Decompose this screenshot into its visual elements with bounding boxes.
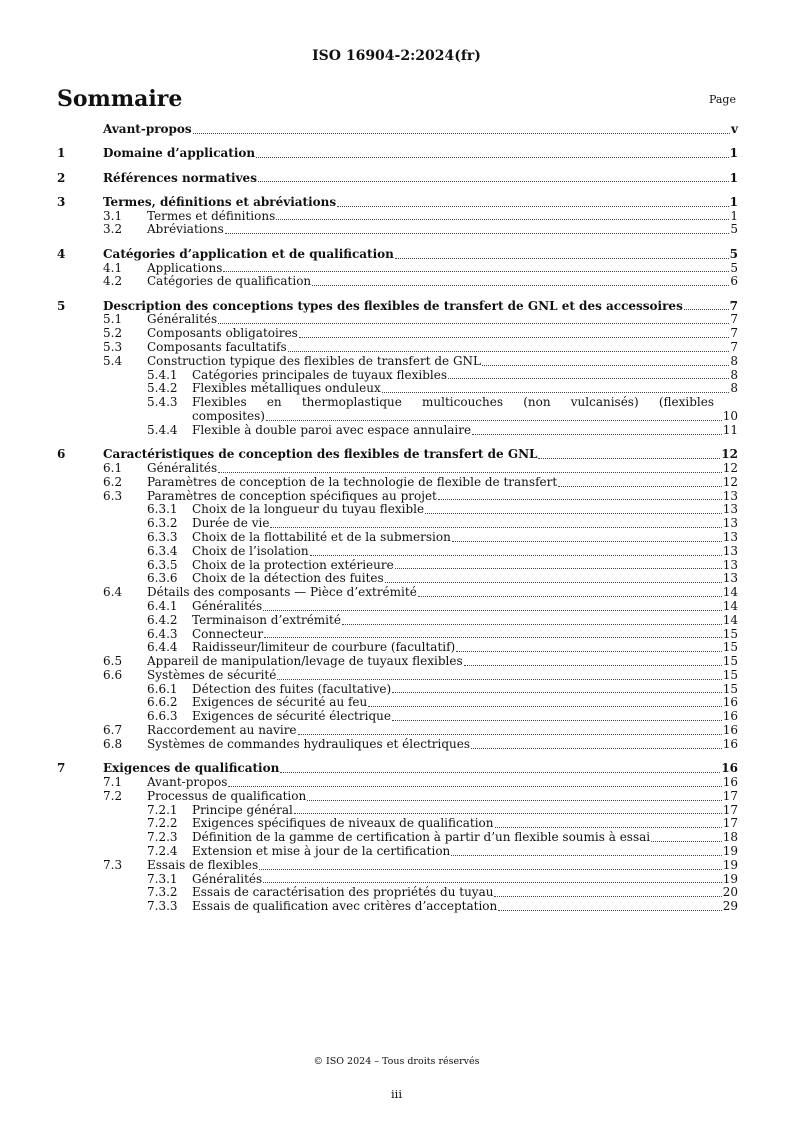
toc-entry-title: Généralités [147,312,218,327]
toc-entry-title: Généralités [192,871,263,886]
toc-entry[interactable] [57,382,738,396]
toc-entry-page: 5 [729,246,738,261]
toc-entry-number: 5.2 [103,326,123,341]
toc-entry-number: 7.2.1 [147,802,178,817]
toc-entry[interactable] [57,223,738,237]
toc-entry-number: 3.1 [103,208,123,223]
document-id-header: ISO 16904-2:2024(fr) [312,48,481,64]
toc-entry-page: 13 [722,516,738,531]
leader-dots [494,896,721,897]
toc-entry[interactable] [57,683,738,697]
toc-entry-page: 17 [722,802,738,817]
page-title: Sommaire [57,86,183,112]
toc-entry-number: 6.3.5 [147,557,178,572]
leader-dots [651,841,722,842]
toc-entry-page: 20 [722,885,738,900]
leader-dots [418,596,722,597]
toc-entry-title: Essais de caractérisation des propriétés du tuyau [192,885,494,900]
toc-entry[interactable] [57,845,738,859]
toc-entry-title: Références normatives [103,170,257,185]
toc-entry[interactable] [57,196,738,210]
leader-dots [264,637,722,638]
leader-dots [392,692,722,693]
toc-entry-number: 3.2 [103,222,123,237]
leader-dots [228,786,721,787]
toc-entry-title: Systèmes de sécurité [147,667,277,682]
toc-entry[interactable] [57,790,738,804]
toc-entry-number: 5.4.2 [147,381,178,396]
toc-entry-number: 4.1 [103,260,123,275]
toc-entry-title: Catégories principales de tuyaux flexibles [192,367,447,382]
toc-entry-title: Applications [147,260,223,275]
toc-entry-page: 17 [722,816,738,831]
toc-entry-title: Choix de la longueur du tuyau flexible [192,502,425,517]
toc-entry[interactable] [57,586,738,600]
toc-entry-number: 6.6.2 [147,695,178,710]
toc-entry-number: 6.4.1 [147,598,178,613]
toc-entry-number: 6.3.1 [147,502,178,517]
leader-dots [456,651,721,652]
toc-entry[interactable] [57,327,738,341]
toc-entry[interactable] [57,300,738,314]
toc-entry-number: 5.4.4 [147,422,178,437]
toc-entry-page: 13 [722,488,738,503]
toc-entry-number: 5.4.3 [147,395,178,410]
toc-entry-page: 16 [722,723,738,738]
toc-entry-title: Composants facultatifs [147,340,287,355]
toc-entry-title: Flexibles en thermoplastique multicouches (non vulcanisés) (flexibles [192,395,714,410]
leader-dots [495,827,722,828]
toc-entry-title: Durée de vie [192,516,270,531]
toc-entry[interactable] [57,628,738,642]
toc-entry[interactable] [57,248,738,262]
leader-dots [298,734,722,735]
toc-entry[interactable] [57,641,738,655]
toc-entry-page: 15 [722,626,738,641]
toc-entry-title: Connecteur [192,626,264,641]
toc-entry-number: 6.4 [103,585,123,600]
toc-entry-page: 17 [722,788,738,803]
toc-entry[interactable] [57,696,738,710]
toc-entry-page: 16 [722,695,738,710]
toc-entry-page: 5 [730,260,738,275]
toc-entry[interactable] [57,614,738,628]
leader-dots [193,133,730,134]
leader-dots [310,555,722,556]
toc-entry[interactable] [57,172,738,186]
toc-entry[interactable] [57,396,738,424]
toc-entry-title: Description des conceptions types des flexibles de transfert de GNL et des accessoires [103,298,683,313]
toc-entry[interactable] [57,123,738,137]
toc-entry-page: 14 [722,598,738,613]
table-of-contents [57,123,738,914]
toc-entry-number: 6 [57,447,66,462]
leader-dots [538,458,720,459]
toc-entry-number: 6.5 [103,654,123,669]
toc-entry-title: Détails des composants — Pièce d’extrémité [147,585,417,600]
toc-entry-title: Paramètres de conception spécifiques au projet [147,488,437,503]
leader-dots [270,527,721,528]
leader-dots [263,882,722,883]
toc-entry[interactable] [57,262,738,276]
toc-entry-title: Caractéristiques de conception des flexibles de transfert de GNL [103,447,538,462]
toc-entry-number: 4 [57,246,66,261]
toc-entry-page: 14 [722,612,738,627]
leader-dots [392,720,722,721]
toc-entry-page: 1 [729,146,738,161]
toc-entry[interactable] [57,762,738,776]
toc-entry-title: Processus de qualification [147,788,307,803]
toc-entry-number: 6.6.1 [147,681,178,696]
toc-entry-number: 6.6 [103,667,123,682]
toc-entry[interactable] [57,859,738,873]
toc-entry-title: Principe général [192,802,293,817]
toc-entry-number: 1 [57,146,66,161]
toc-entry-page: 8 [730,367,738,382]
leader-dots [266,420,722,421]
toc-entry-number: 6.4.4 [147,640,178,655]
leader-dots [385,582,722,583]
toc-entry-number: 5.1 [103,312,123,327]
toc-entry-number: 6.4.2 [147,612,178,627]
toc-entry[interactable] [57,738,738,752]
toc-entry-title: Flexibles métalliques onduleux [192,381,381,396]
toc-entry[interactable] [57,572,738,586]
leader-dots [259,869,722,870]
toc-entry-page: 13 [722,502,738,517]
toc-entry-page: v [731,122,738,136]
toc-entry-page: 16 [721,761,738,776]
toc-entry-title: Choix de la flottabilité et de la submersion [192,529,451,544]
toc-entry-title: Paramètres de conception de la technologie de flexible de transfert [147,474,558,489]
toc-entry-title: Choix de l’isolation [192,543,309,558]
toc-entry-number: 6.7 [103,723,123,738]
toc-entry-page: 16 [722,709,738,724]
toc-entry-title: Catégories d’application et de qualification [103,246,394,261]
toc-entry-number: 6.3.4 [147,543,178,558]
toc-entry[interactable] [57,886,738,900]
toc-entry[interactable] [57,275,738,289]
toc-entry-title: Exigences de qualification [103,761,280,776]
toc-entry[interactable] [57,710,738,724]
leader-dots [288,351,730,352]
toc-entry-page: 1 [729,194,738,209]
toc-entry-number: 7.2.2 [147,816,178,831]
toc-entry-title: Exigences spécifiques de niveaux de qualification [192,816,494,831]
toc-entry-title: Essais de flexibles [147,857,259,872]
toc-entry-page: 11 [722,422,738,437]
toc-entry-number: 5.3 [103,340,123,355]
toc-entry-number: 7.1 [103,774,123,789]
toc-entry-number: 7.2.4 [147,843,178,858]
toc-entry[interactable] [57,355,738,369]
leader-dots [558,486,722,487]
toc-entry[interactable] [57,817,738,831]
toc-entry-page: 29 [722,899,738,914]
leader-dots [256,157,729,158]
toc-entry-number: 7.3.3 [147,899,178,914]
toc-entry[interactable] [57,804,738,818]
leader-dots [299,337,730,338]
toc-entry-page: 12 [722,474,738,489]
toc-entry-page: 13 [722,543,738,558]
toc-entry-page: 1 [729,170,738,185]
leader-dots [438,499,722,500]
toc-entry-number: 7.2.3 [147,830,178,845]
toc-entry-page: 7 [730,312,738,327]
toc-entry-page: 8 [730,381,738,396]
toc-entry[interactable] [57,490,738,504]
leader-dots [382,392,730,393]
toc-entry[interactable] [57,476,738,490]
toc-entry-title: Abréviations [147,222,224,237]
toc-entry-page: 10 [722,409,738,424]
toc-entry[interactable] [57,655,738,669]
page-number: iii [390,1087,403,1101]
toc-entry-number: 7.3 [103,857,123,872]
toc-entry-number: 6.2 [103,474,123,489]
leader-dots [307,800,722,801]
toc-entry[interactable] [57,873,738,887]
leader-dots [342,624,722,625]
toc-entry-title: Généralités [147,460,218,475]
toc-entry[interactable] [57,831,738,845]
toc-entry-number: 6.3.6 [147,571,178,586]
leader-dots [452,541,722,542]
leader-dots [498,910,721,911]
toc-entry-title: Avant-propos [103,122,192,136]
toc-entry-title: Essais de qualification avec critères d’acceptation [192,899,498,914]
toc-entry[interactable] [57,503,738,517]
toc-entry-page: 7 [730,326,738,341]
leader-dots [395,568,722,569]
toc-entry-number: 5.4 [103,353,123,368]
toc-entry[interactable] [57,448,738,462]
toc-entry-page: 16 [722,736,738,751]
copyright-footer: © ISO 2024 – Tous droits réservés [313,1056,480,1067]
leader-dots [225,233,730,234]
toc-entry-number: 7.3.2 [147,885,178,900]
toc-entry-title: Exigences de sécurité au feu [192,695,368,710]
leader-dots [337,206,729,207]
toc-entry-title: Détection des fuites (facultative) [192,681,392,696]
leader-dots [471,748,722,749]
toc-entry[interactable] [57,559,738,573]
leader-dots [368,706,721,707]
leader-dots [263,610,722,611]
toc-entry-page: 12 [721,447,738,462]
toc-entry-title: Définition de la gamme de certification à partir d’un flexible soumis à essai [192,830,651,845]
toc-entry-number: 6.4.3 [147,626,178,641]
toc-entry[interactable] [57,600,738,614]
toc-entry-title: Systèmes de commandes hydrauliques et électriques [147,736,471,751]
toc-entry-number: 7 [57,761,66,776]
toc-entry-title: Raidisseur/limiteur de courbure (facultatif) [192,640,456,655]
toc-entry-number: 6.8 [103,736,123,751]
toc-entry-page: 19 [722,843,738,858]
toc-entry-title: Catégories de qualification [147,274,312,289]
toc-entry-title: Exigences de sécurité électrique [192,709,391,724]
toc-entry-page: 1 [730,208,738,223]
toc-entry-number: 5 [57,298,66,313]
toc-entry-title: Domaine d’application [103,146,256,161]
toc-entry-number: 7.3.1 [147,871,178,886]
toc-entry[interactable] [57,900,738,914]
toc-entry-title: Avant-propos [147,774,228,789]
toc-entry-page: 18 [722,830,738,845]
toc-entry-number: 6.3.3 [147,529,178,544]
toc-entry[interactable] [57,669,738,683]
toc-entry-page: 13 [722,557,738,572]
toc-entry-page: 19 [722,857,738,872]
toc-entry[interactable] [57,517,738,531]
toc-entry-title: Composants obligatoires [147,326,298,341]
leader-dots [312,285,729,286]
toc-entry-title: Termes, définitions et abréviations [103,194,337,209]
toc-entry-page: 6 [730,274,738,289]
toc-entry-number: 6.3 [103,488,123,503]
toc-entry[interactable] [57,369,738,383]
page-column-label: Page [708,93,736,106]
toc-entry-page: 19 [722,871,738,886]
toc-entry[interactable] [57,724,738,738]
leader-dots [294,813,722,814]
toc-entry[interactable] [57,341,738,355]
toc-entry-page: 13 [722,529,738,544]
toc-entry-page: 12 [722,460,738,475]
toc-entry[interactable] [57,531,738,545]
leader-dots [258,181,729,182]
toc-entry-number: 6.3.2 [147,516,178,531]
toc-entry-number: 4.2 [103,274,123,289]
leader-dots [425,513,722,514]
leader-dots [684,309,729,310]
toc-entry[interactable] [57,147,738,161]
leader-dots [218,323,729,324]
leader-dots [277,679,721,680]
toc-entry-page: 15 [722,654,738,669]
leader-dots [464,665,722,666]
toc-entry-number: 2 [57,170,66,185]
toc-entry[interactable] [57,776,738,790]
toc-entry-page: 14 [722,585,738,600]
toc-entry-title: Construction typique des flexibles de transfert de GNL [147,353,482,368]
toc-entry[interactable] [57,313,738,327]
toc-entry-title: Flexible à double paroi avec espace annulaire [192,422,472,437]
toc-entry[interactable] [57,210,738,224]
toc-entry-number: 7.2 [103,788,123,803]
leader-dots [395,258,729,259]
toc-entry-title: Choix de la détection des fuites [192,571,384,586]
toc-entry-page: 15 [722,681,738,696]
toc-entry-title-continued: composites) [192,409,265,424]
toc-entry-page: 15 [722,640,738,655]
toc-entry-number: 3 [57,194,66,209]
toc-entry-title: Terminaison d’extrémité [192,612,341,627]
toc-entry-page: 13 [722,571,738,586]
leader-dots [472,434,722,435]
toc-entry-title: Généralités [192,598,263,613]
leader-dots [218,472,722,473]
toc-entry[interactable] [57,424,738,438]
leader-dots [448,378,729,379]
toc-entry-number: 6.6.3 [147,709,178,724]
toc-entry-title: Extension et mise à jour de la certification [192,843,451,858]
toc-entry-page: 7 [729,298,738,313]
toc-entry-page: 8 [730,353,738,368]
leader-dots [223,271,729,272]
toc-entry-title: Appareil de manipulation/levage de tuyaux flexibles [147,654,463,669]
toc-entry-page: 16 [722,774,738,789]
leader-dots [276,219,729,220]
toc-entry-title: Termes et définitions [147,208,276,223]
toc-entry-page: 15 [722,667,738,682]
toc-entry[interactable] [57,545,738,559]
toc-entry-page: 7 [730,340,738,355]
toc-entry-title: Raccordement au navire [147,723,297,738]
leader-dots [451,855,721,856]
toc-entry-page: 5 [730,222,738,237]
toc-entry[interactable] [57,462,738,476]
toc-entry-title: Choix de la protection extérieure [192,557,394,572]
toc-entry-number: 5.4.1 [147,367,178,382]
leader-dots [482,365,729,366]
leader-dots [280,772,720,773]
toc-entry-number: 6.1 [103,460,123,475]
